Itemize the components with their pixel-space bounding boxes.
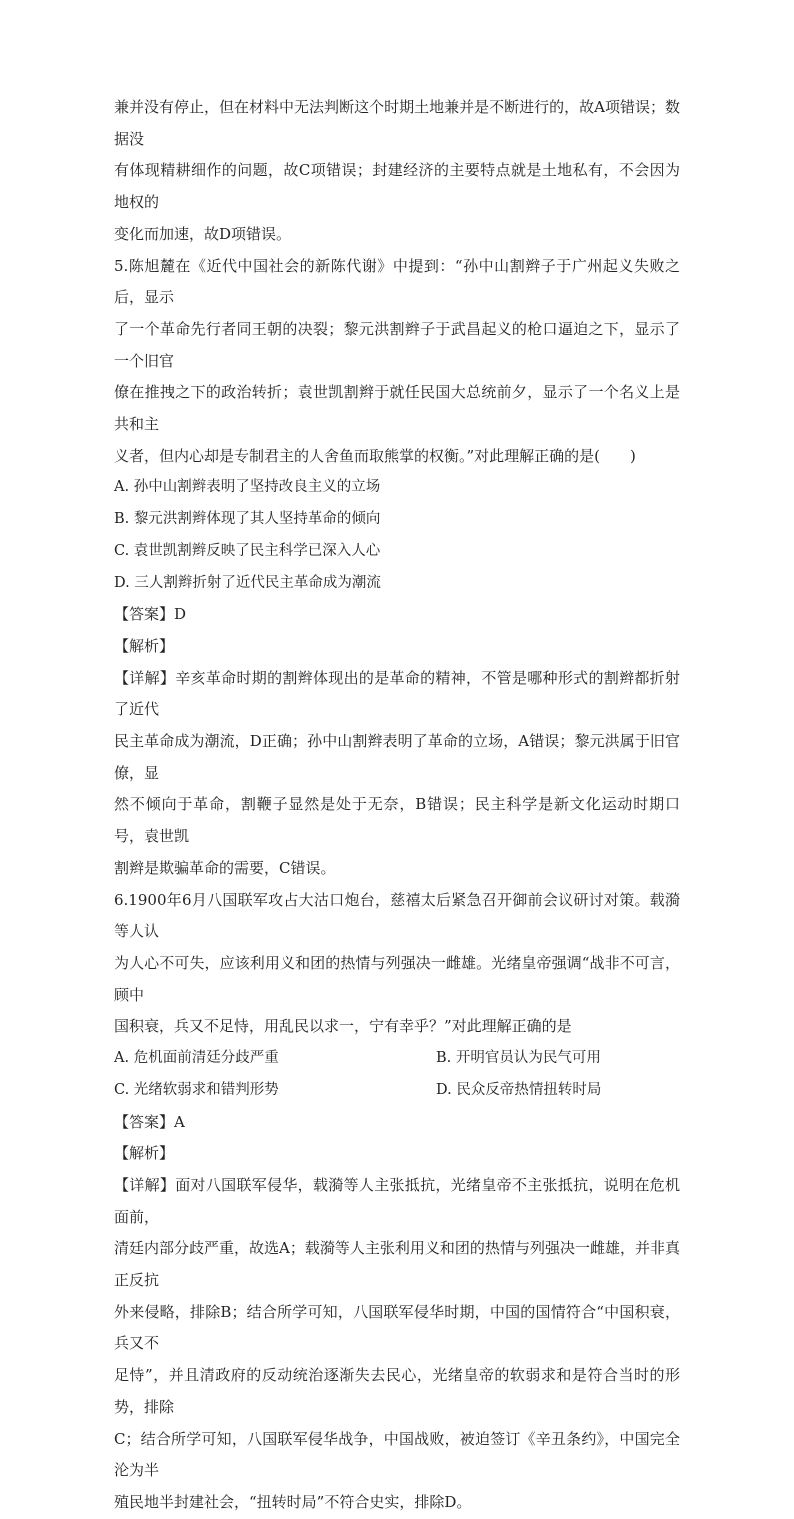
q5-stem-line: 了一个革命先行者同王朝的决裂；黎元洪割辫子于武昌起义的枪口逼迫之下，显示了一个旧官 bbox=[114, 319, 680, 370]
q6-answer bbox=[114, 1107, 680, 1139]
prev-analysis-line: 有体现精耕细作的问题，故C项错误；封建经济的主要特点就是土地私有，不会因为地权的 bbox=[114, 161, 680, 212]
q5-detail-line: 割辫是欺骗革命的需要，C错误。 bbox=[114, 858, 336, 877]
detail-text: 辛亥革命时期的割辫体现出的是革命的精神，不管是哪种形式的割辫都折射了近代 bbox=[114, 668, 680, 719]
q6-analysis-heading: 【解析】 bbox=[114, 1144, 175, 1163]
q6-detail-line: 足恃”，并且清政府的反动统治逐渐失去民心，光绪皇帝的软弱求和是符合当时的形势，排除 bbox=[114, 1366, 680, 1416]
q6-option-c: C. 光绪软弱求和错判形势 bbox=[114, 1081, 279, 1098]
q6-detail-line: 清廷内部分歧严重，故选A；载漪等人主张利用义和团的热情与列强决一雌雄，并非真正反抗 bbox=[114, 1239, 680, 1290]
detail-tag: 【详解】 bbox=[114, 668, 176, 687]
q6-option-row bbox=[114, 1075, 680, 1107]
q6-option-a: A. 危机面前清廷分歧严重 bbox=[114, 1050, 279, 1067]
q5-option-c: C. 袁世凯割辫反映了民主科学已深入人心 bbox=[114, 542, 381, 559]
q5-answer bbox=[114, 599, 680, 631]
page-content bbox=[114, 92, 680, 1519]
q6-stem-line: 为人心不可失，应该利用义和团的热情与列强决一雌雄。光绪皇帝强调“战非不可言，顾中 bbox=[114, 953, 680, 1004]
q5-detail-line bbox=[114, 663, 680, 726]
answer-value: D bbox=[174, 605, 187, 624]
q5-stem-line: 僚在推拽之下的政治转折；袁世凯割辫于就任民国大总统前夕，显示了一个名义上是共和主 bbox=[114, 383, 680, 434]
q6-option-b: B. 开明官员认为民气可用 bbox=[436, 1050, 601, 1067]
q6-stem-line: 国积衰，兵又不足恃，用乱民以求一，宁有幸乎？”对此理解正确的是 bbox=[114, 1017, 572, 1036]
q5-stem-line: 义者，但内心却是专制君主的人舍鱼而取熊掌的权衡。”对此理解正确的是( ) bbox=[114, 446, 636, 465]
answer-tag: 【答案】 bbox=[114, 1112, 175, 1131]
detail-tag: 【详解】 bbox=[114, 1175, 176, 1194]
q5-stem-line: 5.陈旭麓在《近代中国社会的新陈代谢》中提到：“孙中山割辫子于广州起义失败之后，显示 bbox=[114, 256, 680, 307]
q6-option-row bbox=[114, 1043, 680, 1075]
q6-detail-line: 殖民地半封建社会，“扭转时局”不符合史实，排除D。 bbox=[114, 1492, 472, 1511]
q5-analysis-heading: 【解析】 bbox=[114, 636, 175, 655]
q6-option-d: D. 民众反帝热情扭转时局 bbox=[436, 1081, 602, 1098]
q6-detail-line bbox=[114, 1170, 680, 1233]
answer-value: A bbox=[174, 1112, 185, 1131]
answer-tag: 【答案】 bbox=[114, 605, 175, 624]
q5-option-a: A. 孙中山割辫表明了坚持改良主义的立场 bbox=[114, 479, 381, 496]
prev-analysis-line: 兼并没有停止，但在材料中无法判断这个时期土地兼并是不断进行的，故A项错误；数据没 bbox=[114, 98, 680, 148]
q6-stem-line: 6.1900年6月八国联军攻占大沽口炮台，慈禧太后紧急召开御前会议研讨对策。载漪等人认 bbox=[114, 890, 680, 941]
q5-detail-line: 民主革命成为潮流，D正确；孙中山割辫表明了革命的立场，A错误；黎元洪属于旧官僚，显 bbox=[114, 732, 680, 782]
prev-analysis-line: 变化而加速，故D项错误。 bbox=[114, 224, 292, 243]
q5-option-b: B. 黎元洪割辫体现了其人坚持革命的倾向 bbox=[114, 511, 381, 528]
q6-detail-line: C；结合所学可知，八国联军侵华战争，中国战败，被迫签订《辛丑条约》，中国完全沦为半 bbox=[114, 1429, 680, 1480]
q5-option-d: D. 三人割辫折射了近代民主革命成为潮流 bbox=[114, 574, 381, 591]
detail-text: 面对八国联军侵华，载漪等人主张抵抗，光绪皇帝不主张抵抗，说明在危机面前， bbox=[114, 1175, 680, 1226]
q6-detail-line: 外来侵略，排除B；结合所学可知，八国联军侵华时期，中国的国情符合“中国积衰，兵又不 bbox=[114, 1302, 680, 1353]
q5-detail-line: 然不倾向于革命，割鞭子显然是处于无奈，B错误；民主科学是新文化运动时期口号，袁世凯 bbox=[114, 795, 680, 846]
